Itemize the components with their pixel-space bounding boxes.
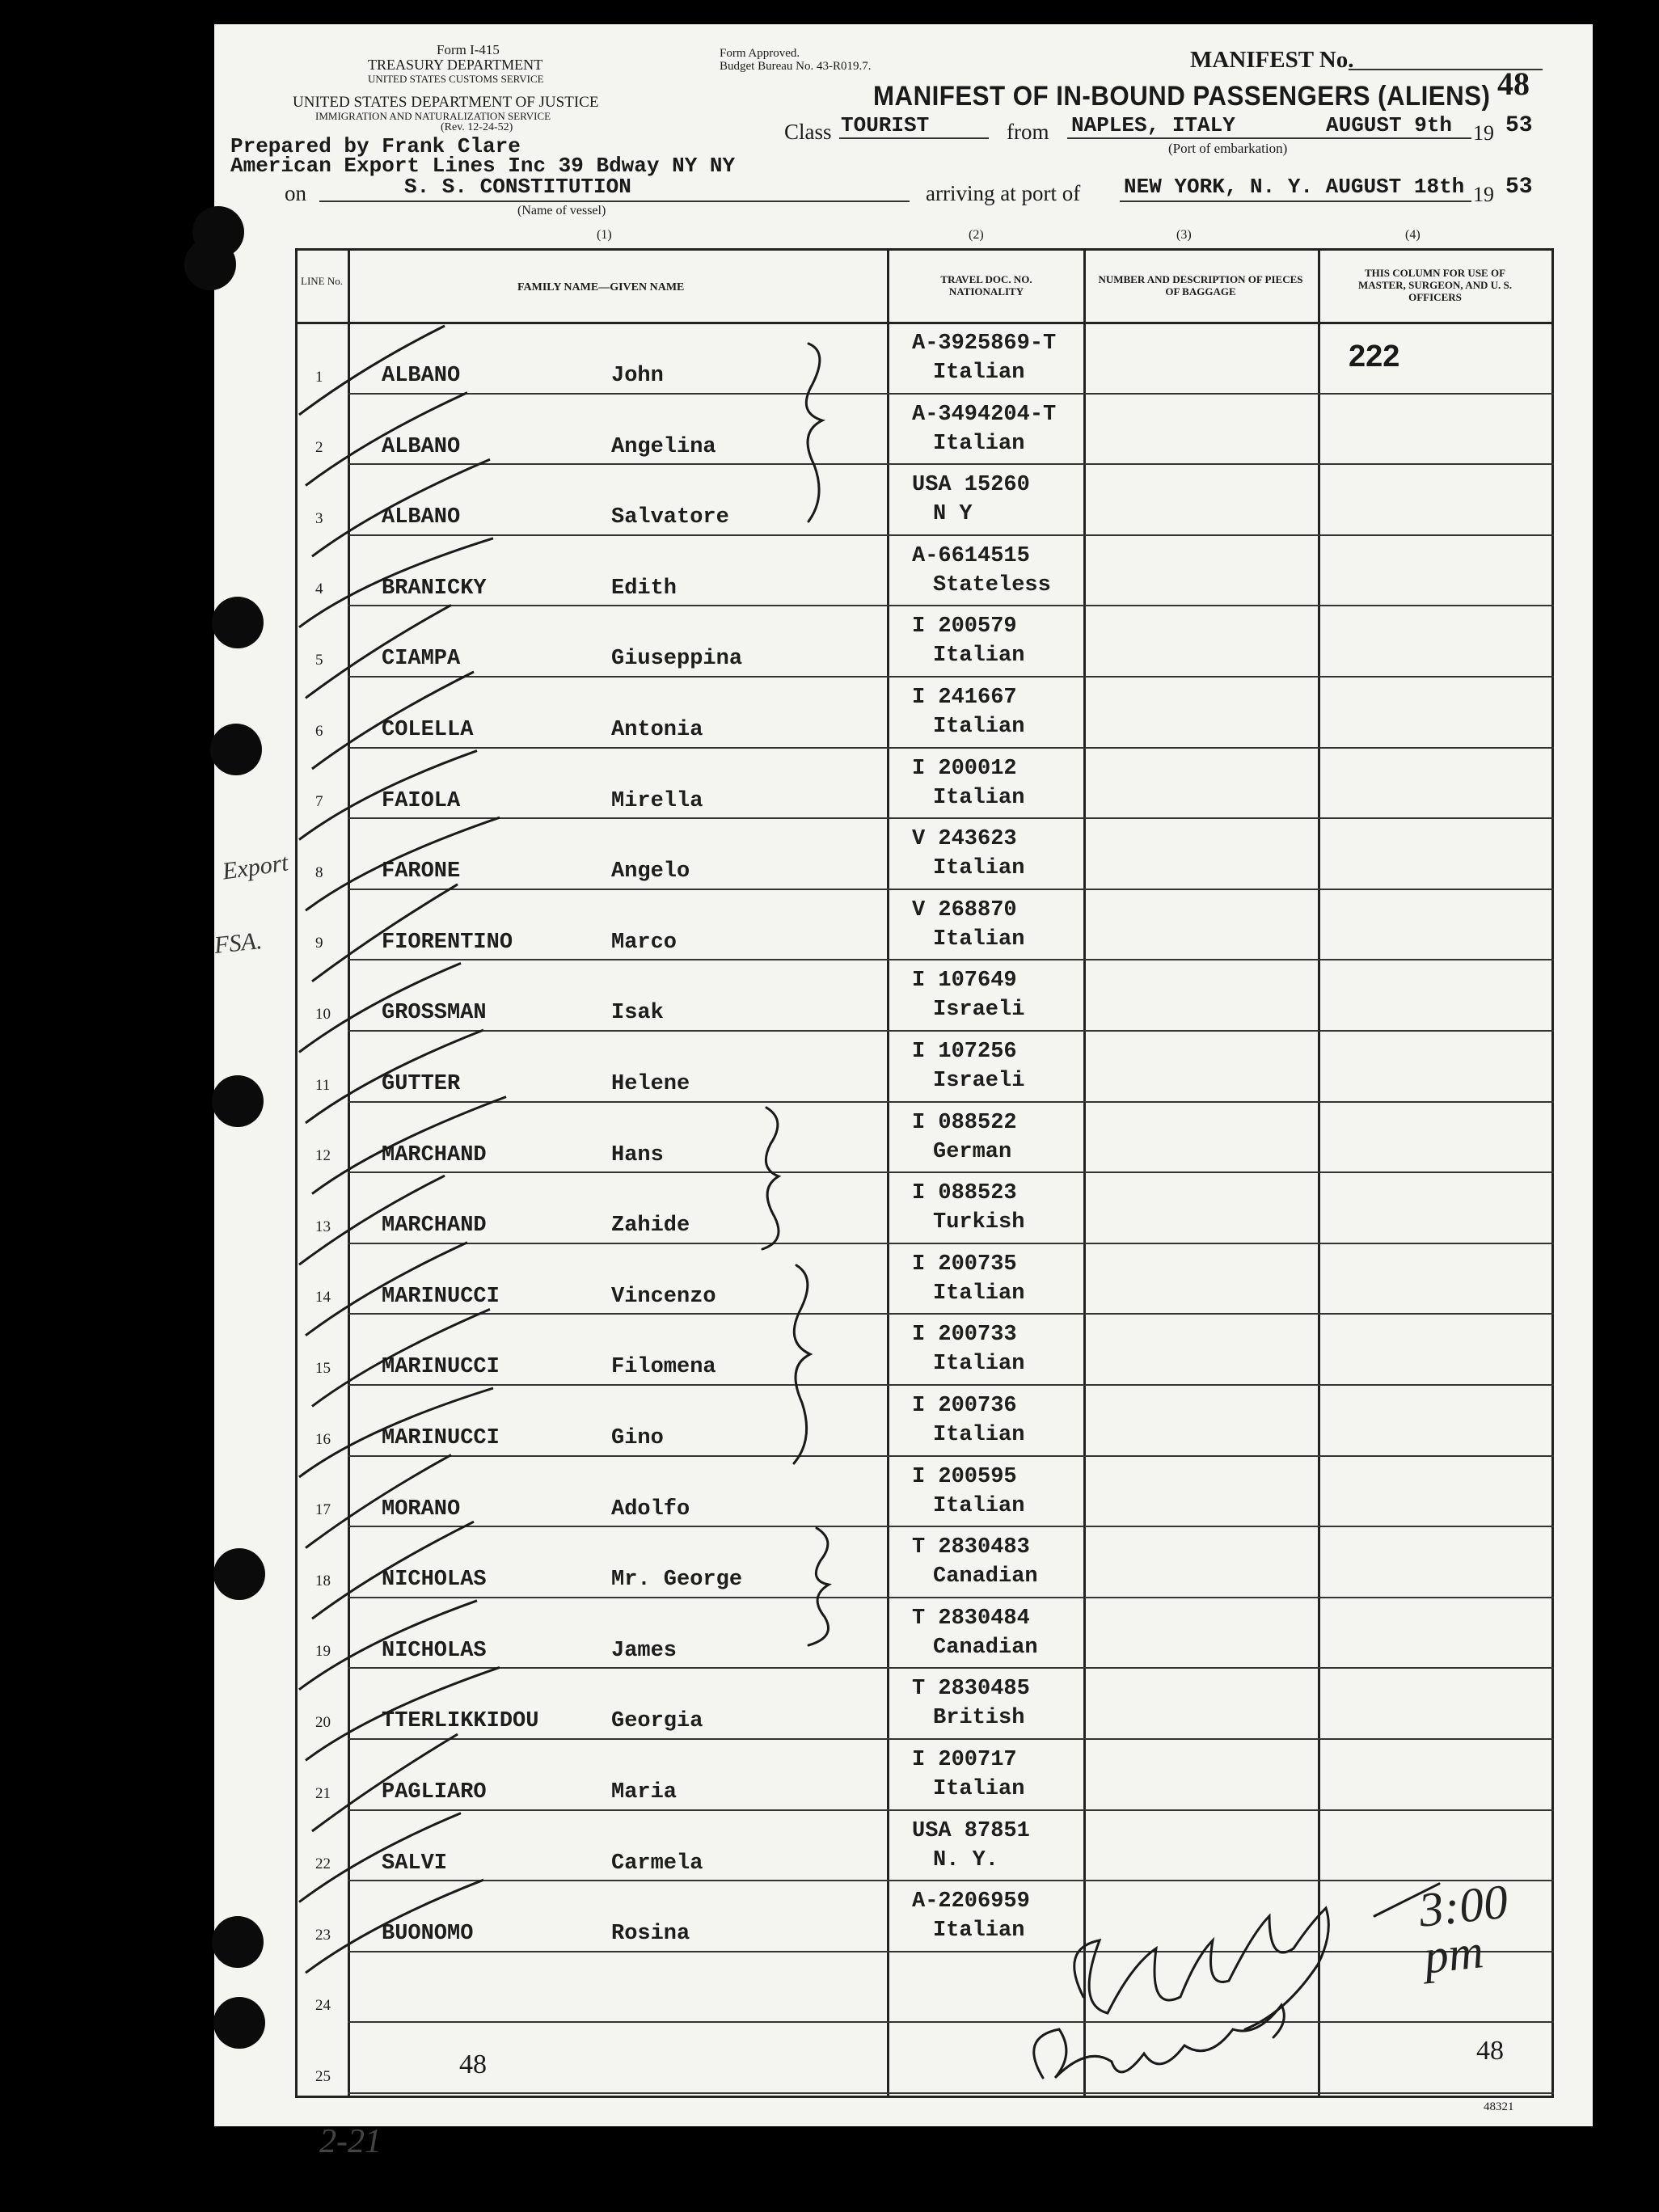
- time-note: 3:00 pm: [1416, 1874, 1511, 1984]
- arrival-port-date: NEW YORK, N. Y. AUGUST 18th: [1124, 175, 1465, 199]
- revision: (Rev. 12-24-52): [441, 121, 513, 133]
- nationality: Italian: [933, 1352, 1025, 1377]
- col-number-4: (4): [1405, 228, 1420, 242]
- nationality: Italian: [933, 785, 1025, 810]
- given-name: Angelina: [611, 434, 716, 459]
- nationality: Italian: [933, 927, 1025, 952]
- given-name: Maria: [611, 1780, 678, 1805]
- check-stroke: [306, 1243, 467, 1336]
- given-name: Zahide: [611, 1214, 690, 1239]
- given-name: John: [611, 364, 664, 388]
- family-name: ALBANO: [382, 364, 461, 388]
- manifest-title: MANIFEST OF IN-BOUND PASSENGERS (ALIENS): [873, 81, 1491, 112]
- given-name: Edith: [611, 576, 678, 601]
- class-label: Class: [784, 120, 832, 144]
- travel-doc-number: A-2206959: [912, 1889, 1030, 1914]
- family-name: MORANO: [382, 1496, 461, 1522]
- nationality: Italian: [933, 715, 1025, 739]
- given-name: Adolfo: [611, 1496, 690, 1522]
- check-stroke: [312, 459, 490, 556]
- check-stroke: [299, 1813, 461, 1902]
- travel-doc-number: V 268870: [912, 897, 1017, 922]
- travel-doc-number: I 107649: [912, 969, 1017, 994]
- line-number: 1: [315, 368, 323, 386]
- travel-doc-number: I 200735: [912, 1252, 1017, 1277]
- check-stroke: [312, 672, 474, 769]
- form-number: Form I-415: [437, 42, 500, 57]
- given-name: Hans: [611, 1142, 664, 1167]
- check-stroke: [306, 1030, 483, 1123]
- check-stroke: [299, 538, 493, 627]
- customs-service: UNITED STATES CUSTOMS SERVICE: [368, 73, 544, 85]
- travel-doc-number: A-3925869-T: [912, 331, 1057, 356]
- given-name: Mirella: [611, 788, 703, 813]
- given-name: James: [611, 1638, 678, 1663]
- nationality: Canadian: [933, 1564, 1038, 1589]
- nationality: Israeli: [933, 1069, 1025, 1093]
- check-stroke: [312, 884, 458, 981]
- travel-doc-number: T 2830485: [912, 1677, 1030, 1702]
- given-name: Marco: [611, 930, 678, 955]
- family-name: NICHOLAS: [382, 1638, 487, 1663]
- given-name: Georgia: [611, 1709, 703, 1734]
- nationality: Italian: [933, 1777, 1025, 1801]
- check-stroke: [306, 1455, 451, 1548]
- family-name: MARINUCCI: [382, 1284, 500, 1309]
- col-header-doc: TRAVEL DOC. NO. NATIONALITY: [940, 273, 1032, 298]
- family-name: GROSSMAN: [382, 1001, 487, 1026]
- given-name: Filomena: [611, 1355, 716, 1380]
- bottom-left-count: 48: [459, 2049, 487, 2079]
- line-number: 14: [315, 1289, 331, 1307]
- signature: [1074, 1908, 1329, 2029]
- nationality: Canadian: [933, 1635, 1038, 1660]
- check-stroke: [306, 817, 500, 910]
- line-number: 18: [315, 1572, 331, 1589]
- officer-count: 222: [1349, 340, 1400, 374]
- family-name: MARINUCCI: [382, 1426, 500, 1450]
- family-brace: [762, 1108, 779, 1249]
- page-code: 48321: [1484, 2100, 1514, 2113]
- vessel-label: (Name of vessel): [517, 204, 606, 217]
- given-name: Mr. George: [611, 1568, 743, 1593]
- line-number: 17: [315, 1501, 331, 1519]
- line-number: 22: [315, 1855, 331, 1873]
- nationality: Israeli: [933, 998, 1025, 1023]
- line-number: 2: [315, 439, 323, 457]
- check-stroke: [299, 751, 477, 840]
- family-name: FAIOLA: [382, 788, 461, 813]
- nationality: British: [933, 1706, 1025, 1731]
- line-number: 16: [315, 1430, 331, 1448]
- family-name: CIAMPA: [382, 647, 461, 672]
- given-name: Angelo: [611, 859, 690, 884]
- col-header-line-no: LINE No.: [301, 275, 343, 287]
- from-value: NAPLES, ITALY: [1071, 113, 1235, 137]
- line-number: 23: [315, 1926, 331, 1944]
- family-name: ALBANO: [382, 505, 461, 530]
- given-name: Giuseppina: [611, 647, 743, 672]
- check-stroke: [312, 1522, 474, 1619]
- col-number-3: (3): [1176, 228, 1192, 242]
- line-number: 4: [315, 580, 323, 598]
- travel-doc-number: I 200579: [912, 614, 1017, 640]
- travel-doc-number: USA 87851: [912, 1818, 1030, 1843]
- col-header-name: FAMILY NAME—GIVEN NAME: [517, 281, 685, 293]
- nationality: Italian: [933, 431, 1025, 456]
- family-name: COLELLA: [382, 718, 474, 742]
- margin-note-fsa: FSA.: [213, 927, 264, 960]
- line-number: 13: [315, 1218, 331, 1235]
- line-number: 10: [315, 1006, 331, 1023]
- family-name: MARCHAND: [382, 1214, 487, 1239]
- nationality: Italian: [933, 1281, 1025, 1306]
- family-brace: [806, 344, 822, 521]
- line-number: 12: [315, 1147, 331, 1165]
- line-number: 24: [315, 1997, 331, 2015]
- family-name: FARONE: [382, 859, 461, 884]
- line-number: 11: [315, 1076, 331, 1094]
- given-name: Isak: [611, 1001, 664, 1026]
- family-name: MARCHAND: [382, 1142, 487, 1167]
- on-label: on: [285, 181, 306, 205]
- arriving-label: arriving at port of: [926, 181, 1081, 205]
- given-name: Helene: [611, 1072, 690, 1096]
- check-stroke: [312, 1097, 506, 1194]
- check-stroke: [299, 326, 445, 415]
- given-name: Rosina: [611, 1922, 690, 1947]
- given-name: Antonia: [611, 718, 703, 742]
- departure-date: AUGUST 9th: [1326, 113, 1453, 137]
- line-number: 6: [315, 722, 323, 740]
- nationality: N. Y.: [933, 1847, 999, 1872]
- check-stroke: [299, 1388, 493, 1477]
- travel-doc-number: T 2830483: [912, 1535, 1030, 1560]
- family-name: PAGLIARO: [382, 1780, 487, 1805]
- travel-doc-number: V 243623: [912, 827, 1017, 852]
- line-number: 20: [315, 1714, 331, 1731]
- given-name: Salvatore: [611, 505, 729, 530]
- nationality: Italian: [933, 644, 1025, 669]
- justice-dept: UNITED STATES DEPARTMENT OF JUSTICE: [293, 94, 599, 111]
- check-stroke: [312, 1734, 458, 1831]
- col-header-baggage: NUMBER AND DESCRIPTION OF PIECES OF BAGGAGE: [1098, 273, 1303, 298]
- line-number: 7: [315, 793, 323, 811]
- family-name: TTERLIKKIDOU: [382, 1709, 539, 1734]
- nationality: Italian: [933, 1423, 1025, 1447]
- year-prefix: 19: [1473, 121, 1494, 145]
- arrival-year-prefix: 19: [1473, 183, 1494, 206]
- check-stroke: [306, 1880, 483, 1973]
- nationality: Stateless: [933, 572, 1051, 597]
- check-stroke: [306, 393, 467, 486]
- family-name: MARINUCCI: [382, 1355, 500, 1380]
- form-approved: Form Approved.: [720, 47, 800, 60]
- family-name: FIORENTINO: [382, 930, 513, 955]
- given-name: Vincenzo: [611, 1284, 716, 1309]
- travel-doc-number: I 200736: [912, 1394, 1017, 1418]
- nationality: German: [933, 1139, 1012, 1164]
- ins-label: IMMIGRATION AND NATURALIZATION SERVICE: [315, 110, 551, 122]
- family-name: BRANICKY: [382, 576, 487, 601]
- family-name: GUTTER: [382, 1072, 461, 1096]
- travel-doc-number: I 088522: [912, 1110, 1017, 1135]
- line-number: 3: [315, 509, 323, 527]
- nationality: Turkish: [933, 1210, 1025, 1235]
- margin-note-export: Export: [221, 849, 290, 885]
- travel-doc-number: A-6614515: [912, 543, 1030, 568]
- travel-doc-number: USA 15260: [912, 473, 1030, 498]
- line-number: 5: [315, 652, 323, 669]
- family-brace: [794, 1265, 810, 1463]
- nationality: Italian: [933, 1493, 1025, 1518]
- arrival-year-suffix: 53: [1505, 175, 1533, 200]
- travel-doc-number: I 107256: [912, 1040, 1017, 1064]
- given-name: Carmela: [611, 1851, 703, 1876]
- col-number-2: (2): [969, 228, 984, 242]
- col-number-1: (1): [597, 228, 612, 242]
- line-number: 15: [315, 1360, 331, 1377]
- family-name: SALVI: [382, 1851, 448, 1876]
- line-number: 25: [315, 2068, 331, 2085]
- bottom-margin-note: 2-21: [319, 2123, 382, 2160]
- check-stroke: [299, 1601, 477, 1690]
- family-brace: [808, 1528, 829, 1645]
- port-embark-label: (Port of embarkation): [1168, 141, 1288, 156]
- line-number: 21: [315, 1784, 331, 1802]
- travel-doc-number: I 241667: [912, 686, 1017, 710]
- year-suffix: 53: [1505, 113, 1533, 138]
- travel-doc-number: I 200717: [912, 1748, 1017, 1772]
- nationality: Italian: [933, 361, 1025, 385]
- travel-doc-number: I 200595: [912, 1464, 1017, 1489]
- travel-doc-number: I 200012: [912, 756, 1017, 781]
- line-number: 8: [315, 863, 323, 881]
- nationality: Italian: [933, 1919, 1025, 1944]
- check-stroke: [312, 1309, 490, 1406]
- budget-bureau: Budget Bureau No. 43-R019.7.: [720, 60, 872, 73]
- check-stroke: [299, 963, 461, 1052]
- vessel-name: S. S. CONSTITUTION: [404, 175, 631, 199]
- nationality: N Y: [933, 502, 973, 527]
- family-name: NICHOLAS: [382, 1568, 487, 1593]
- manifest-no-value: 48: [1497, 65, 1530, 102]
- given-name: Gino: [611, 1426, 664, 1450]
- signature: [1374, 1884, 1439, 1916]
- travel-doc-number: I 088523: [912, 1181, 1017, 1206]
- shipping-agent: American Export Lines Inc 39 Bdway NY NY: [230, 154, 736, 178]
- travel-doc-number: I 200733: [912, 1323, 1017, 1348]
- family-name: BUONOMO: [382, 1922, 474, 1947]
- prepared-by: Prepared by Frank Clare: [230, 134, 521, 158]
- check-stroke: [306, 1667, 500, 1760]
- treasury-dept: TREASURY DEPARTMENT: [368, 57, 543, 73]
- from-label: from: [1007, 120, 1049, 144]
- check-stroke: [299, 1176, 445, 1264]
- family-name: ALBANO: [382, 434, 461, 459]
- nationality: Italian: [933, 856, 1025, 881]
- travel-doc-number: T 2830484: [912, 1606, 1030, 1631]
- bottom-right-count: 48: [1476, 2036, 1504, 2066]
- travel-doc-number: A-3494204-T: [912, 402, 1057, 427]
- signature: [1034, 2005, 1285, 2078]
- line-number: 19: [315, 1643, 331, 1661]
- col-header-officers: THIS COLUMN FOR USE OF MASTER, SURGEON, AND U. S. OFFICERS: [1358, 267, 1512, 303]
- check-stroke: [306, 605, 451, 698]
- class-value: TOURIST: [841, 113, 930, 137]
- manifest-no-label: MANIFEST No.: [1190, 47, 1354, 73]
- line-number: 9: [315, 935, 323, 952]
